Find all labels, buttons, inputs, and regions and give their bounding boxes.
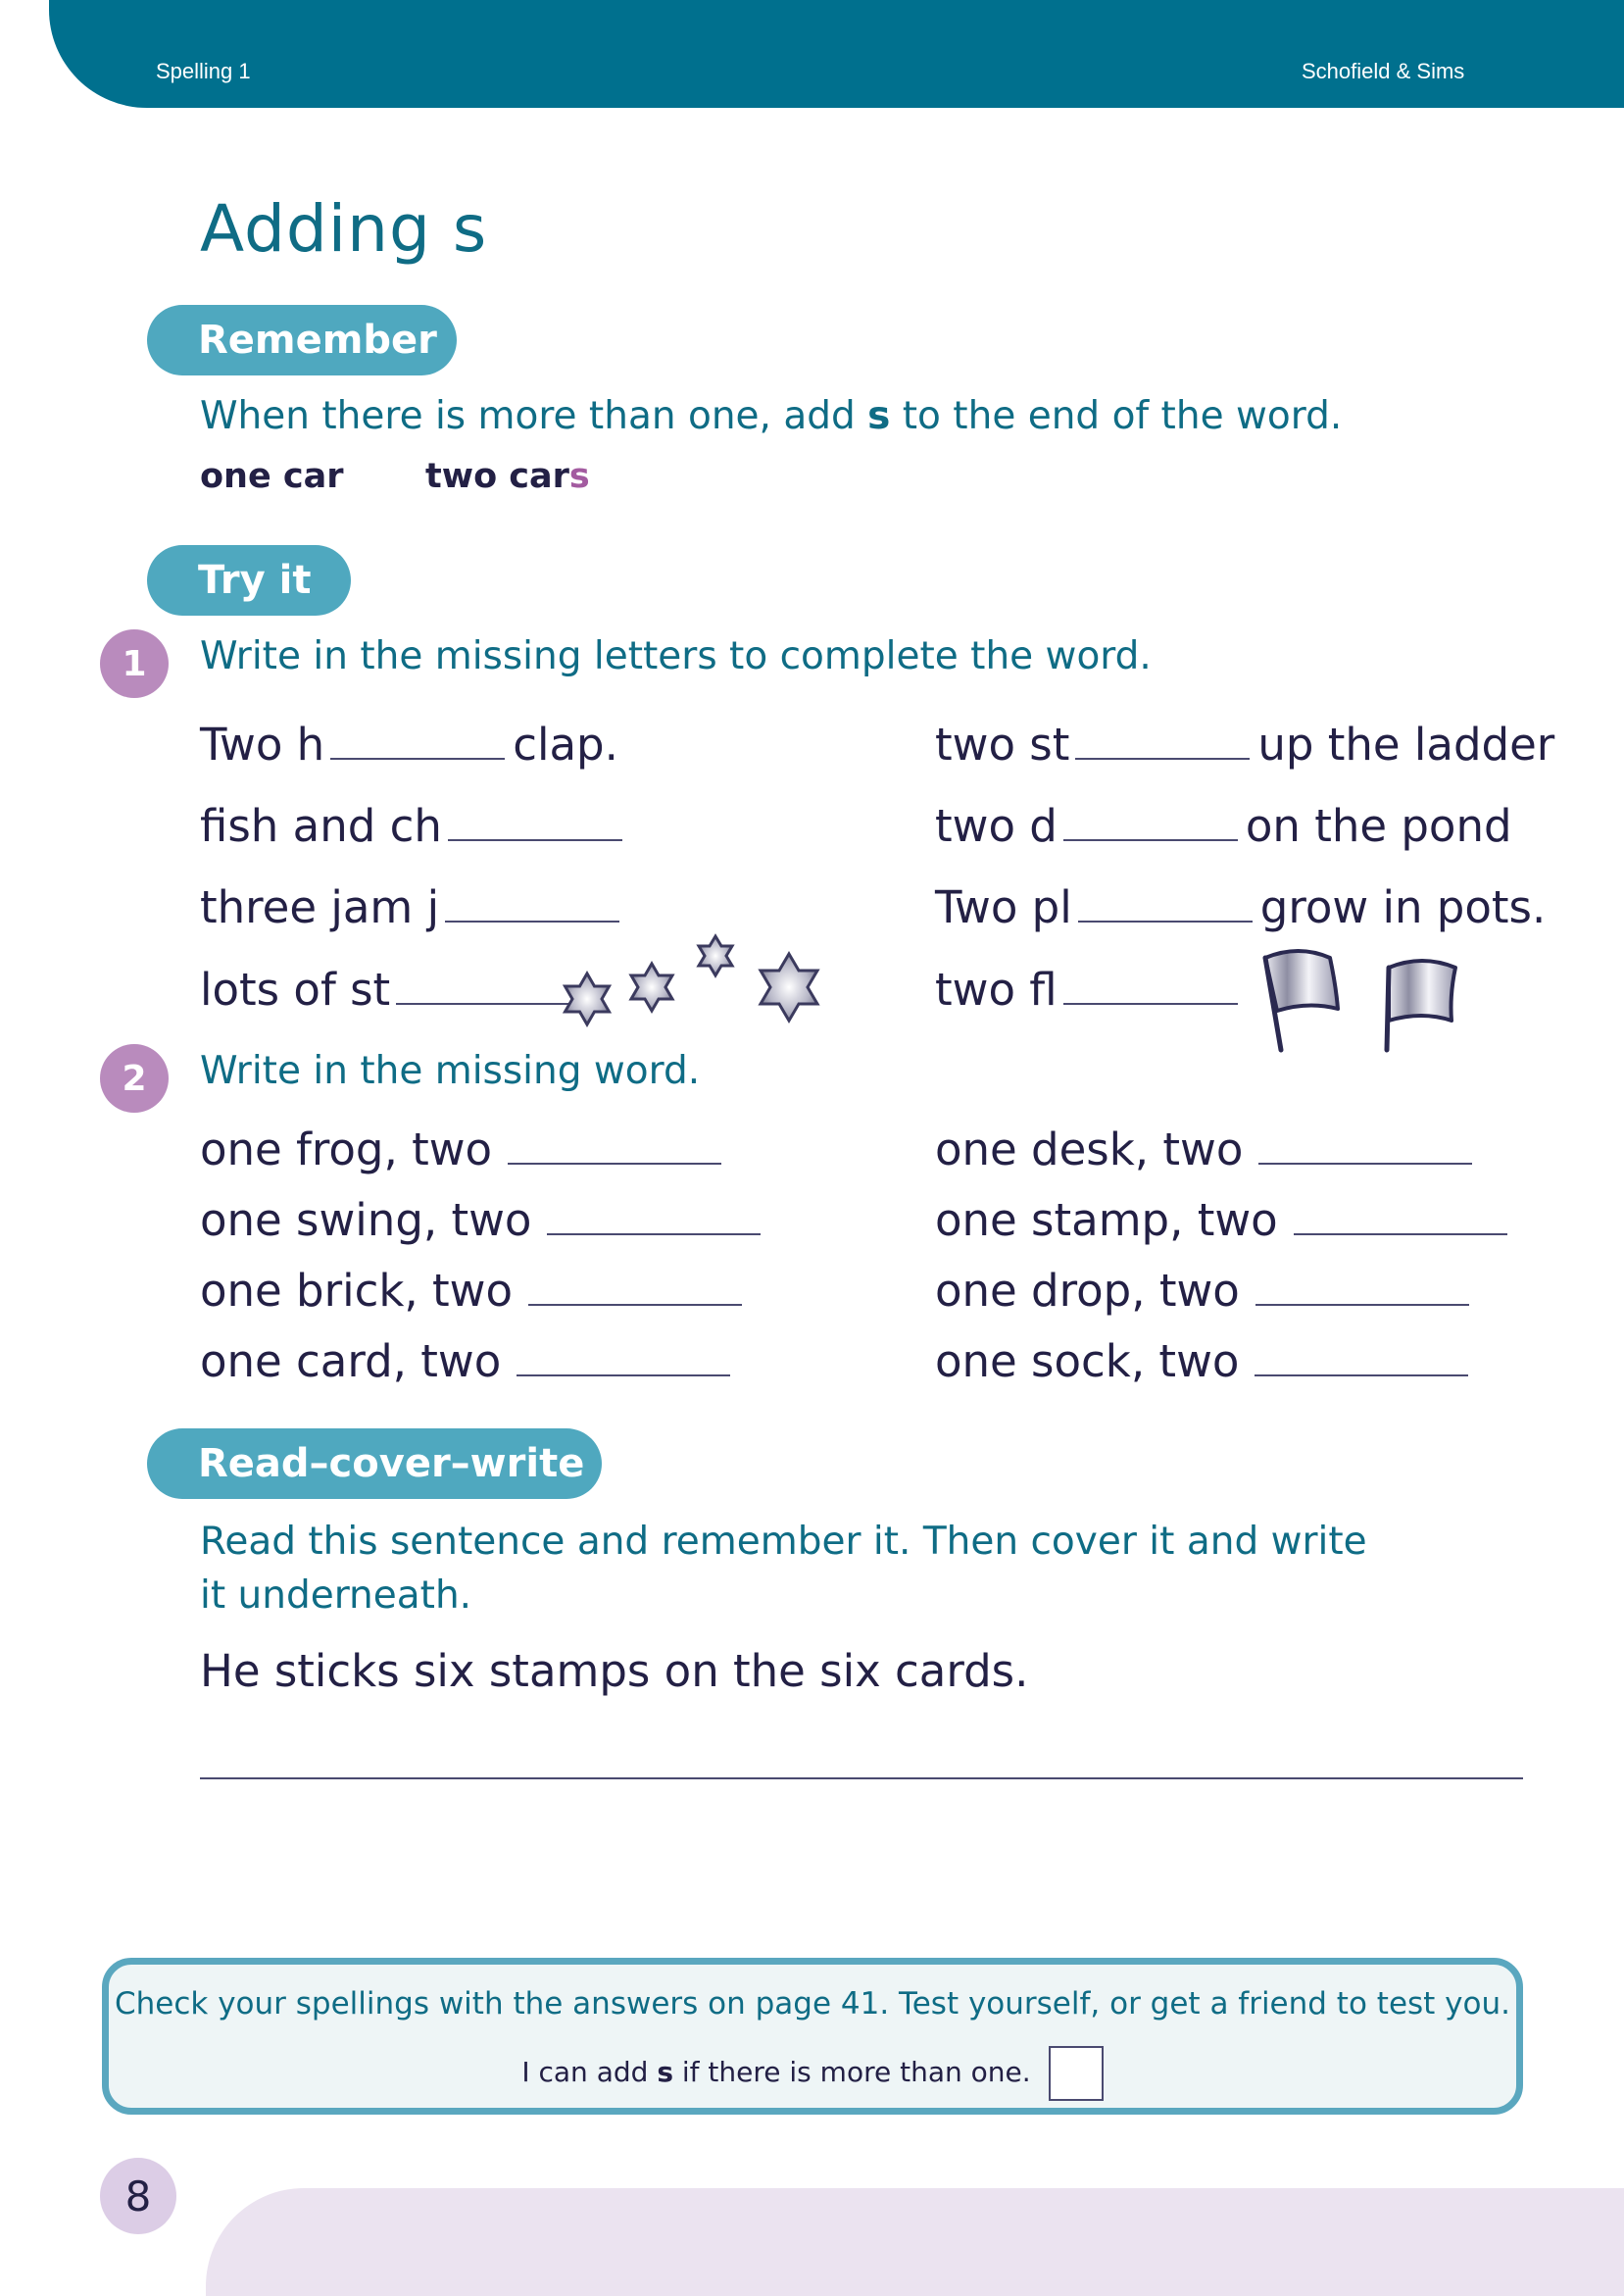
plural-s-highlight: s	[568, 457, 590, 496]
star-icon	[761, 954, 817, 1021]
answer-blank[interactable]	[508, 1159, 721, 1165]
self-check-checkbox[interactable]	[1049, 2046, 1104, 2101]
header-band	[49, 0, 1624, 108]
answer-blank[interactable]	[1255, 1371, 1468, 1376]
answer-blank[interactable]	[448, 835, 622, 841]
question-2-instruction: Write in the missing word.	[200, 1049, 701, 1093]
q1-item: two d on the pond	[935, 800, 1512, 852]
flag-icon	[1265, 951, 1338, 1050]
q1-item: fish and ch	[200, 800, 630, 852]
flag-icon	[1387, 961, 1455, 1050]
question-1-instruction: Write in the missing letters to complete the word.	[200, 634, 1152, 678]
page-title: Adding s	[200, 191, 488, 267]
answer-blank[interactable]	[1075, 754, 1250, 760]
q2-item: one sock, two	[935, 1335, 1476, 1387]
check-instruction: Check your spellings with the answers on page 41. Test yourself, or get a friend to test you.	[114, 1986, 1510, 2021]
self-check-panel	[102, 1958, 1523, 2115]
example-singular: one car	[200, 457, 344, 496]
practice-sentence: He sticks six stamps on the six cards.	[200, 1645, 1029, 1697]
read-cover-write-label: Read–cover–write	[147, 1428, 602, 1499]
answer-blank[interactable]	[1078, 917, 1253, 923]
remember-instruction: When there is more than one, add s to the end of the word.	[200, 394, 1343, 438]
answer-blank[interactable]	[517, 1371, 730, 1376]
answer-blank[interactable]	[547, 1229, 761, 1235]
q2-item: one brick, two	[200, 1265, 750, 1317]
rcw-instruction-line2: it underneath.	[200, 1573, 472, 1618]
remember-label: Remember	[147, 305, 457, 375]
stars-illustration	[554, 926, 833, 1034]
self-assessment-statement: I can add s if there is more than one.	[109, 2046, 1516, 2101]
answer-blank[interactable]	[445, 917, 619, 923]
try-it-label: Try it	[147, 545, 351, 616]
q2-item: one card, two	[200, 1335, 738, 1387]
answer-blank[interactable]	[396, 999, 570, 1005]
star-icon	[566, 973, 610, 1024]
q2-item: one swing, two	[200, 1194, 768, 1246]
q1-item: Two h clap.	[200, 719, 618, 771]
answer-blank[interactable]	[330, 754, 505, 760]
answer-blank[interactable]	[1063, 999, 1238, 1005]
page-number: 8	[100, 2158, 176, 2234]
star-icon	[699, 936, 732, 975]
question-2-number: 2	[100, 1044, 169, 1113]
answer-blank[interactable]	[1294, 1229, 1507, 1235]
flags-illustration	[1259, 946, 1495, 1054]
q2-item: one desk, two	[935, 1123, 1480, 1175]
q2-item: one stamp, two	[935, 1194, 1515, 1246]
book-title: Spelling 1	[156, 59, 251, 83]
answer-blank[interactable]	[1255, 1300, 1469, 1306]
q2-item: one drop, two	[935, 1265, 1477, 1317]
q1-item: three jam j	[200, 881, 627, 933]
q1-item: two st up the ladder	[935, 719, 1555, 771]
example-plural: two cars	[425, 457, 590, 496]
star-icon	[631, 964, 672, 1011]
answer-blank[interactable]	[1258, 1159, 1472, 1165]
footer-band	[206, 2188, 1624, 2296]
q1-item: two fl	[935, 964, 1246, 1016]
question-1-number: 1	[100, 629, 169, 698]
writing-line[interactable]	[200, 1777, 1523, 1779]
publisher-name: Schofield & Sims	[1302, 59, 1465, 83]
answer-blank[interactable]	[528, 1300, 742, 1306]
q1-item: Two pl grow in pots.	[935, 881, 1547, 933]
q2-item: one frog, two	[200, 1123, 729, 1175]
rcw-instruction-line1: Read this sentence and remember it. Then cover it and write	[200, 1520, 1367, 1564]
q1-item: lots of st	[200, 964, 578, 1016]
answer-blank[interactable]	[1063, 835, 1238, 841]
